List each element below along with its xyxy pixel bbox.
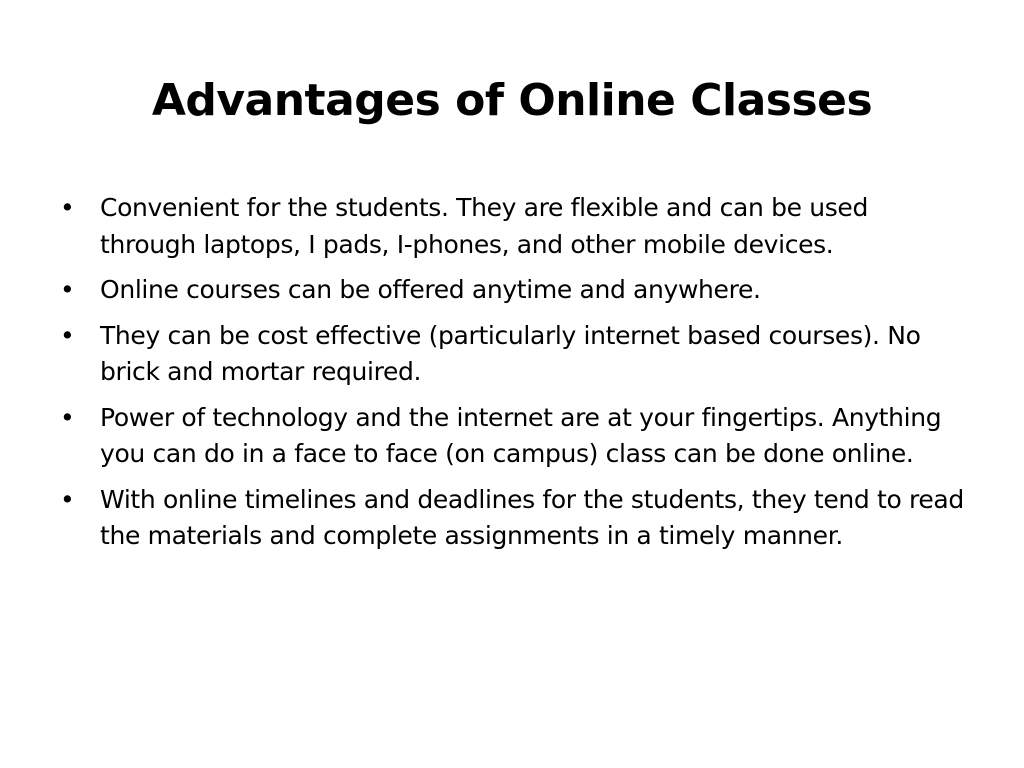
bullet-icon: •: [60, 402, 75, 432]
bullet-text: Convenient for the students. They are flexible and can be used through laptops, I pads, I-phones, and other mobile devices.: [100, 193, 868, 259]
bullet-icon: •: [60, 275, 75, 304]
bullet-item-anytime: [60, 272, 965, 309]
bullet-list: [60, 190, 965, 564]
bullet-text: They can be cost effective (particularly internet based courses). No brick and mortar required.: [100, 320, 921, 386]
bullet-item-convenience: [60, 190, 965, 263]
bullet-item-deadlines: [60, 482, 965, 555]
slide-title: Advantages of Online Classes: [151, 75, 873, 126]
bullet-item-cost: [60, 318, 965, 391]
bullet-icon: •: [60, 193, 75, 222]
bullet-icon: •: [60, 320, 75, 350]
bullet-text: Online courses can be offered anytime and anywhere.: [100, 275, 761, 304]
bullet-text: With online timelines and deadlines for the students, they tend to read the materials and complete assignments in a timely manner.: [100, 484, 964, 550]
bullet-text: Power of technology and the internet are at your fingertips. Anything you can do in a face to face (on campus) class can be done online.: [100, 402, 942, 468]
bullet-icon: •: [60, 484, 75, 514]
bullet-item-technology: [60, 400, 965, 473]
